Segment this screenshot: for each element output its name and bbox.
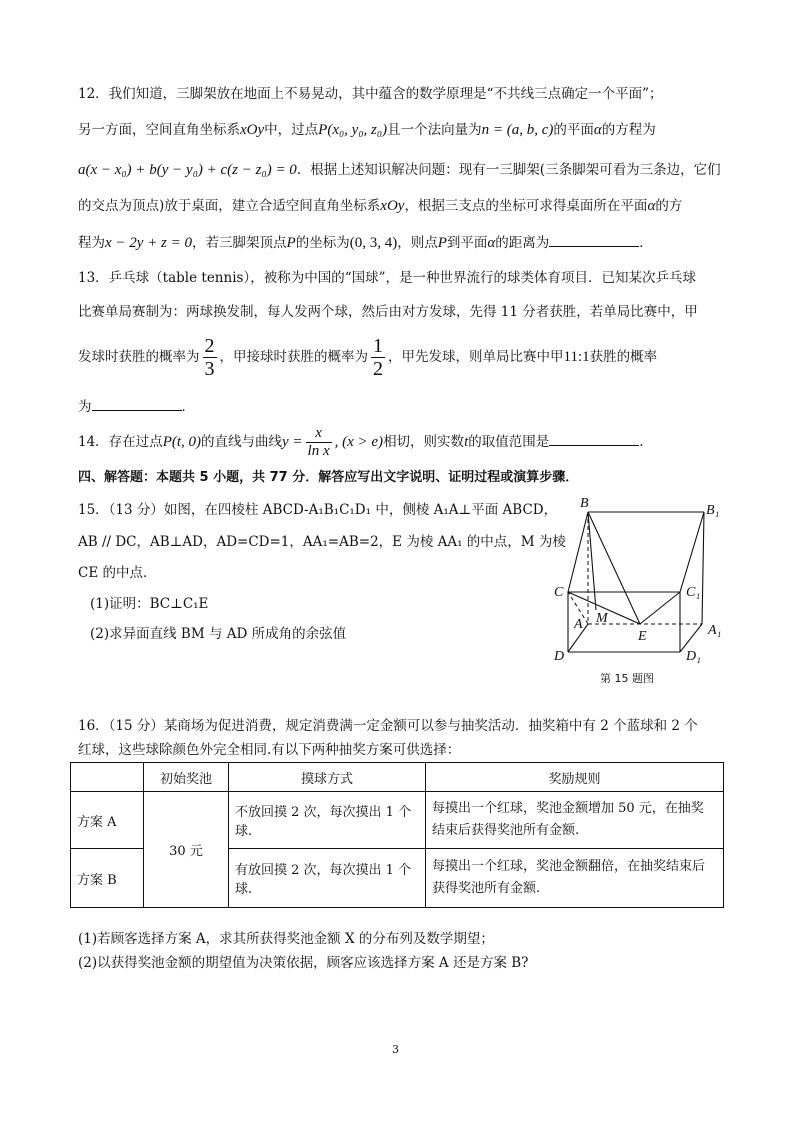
answer-blank-12[interactable]: [549, 232, 639, 247]
q15-part2: (2)求异面直线 BM 与 AD 所成角的余弦值: [90, 626, 347, 642]
label-b: B: [580, 496, 589, 511]
q16-part2: (2)以获得奖池金额的期望值为决策依据，顾客应该选择方案 A 还是方案 B?: [78, 955, 529, 971]
math-alpha: α: [593, 122, 602, 138]
label-e: E: [638, 629, 647, 644]
numerator: x: [306, 425, 332, 443]
math-normal-vector: n = (a, b, c): [481, 122, 554, 138]
math-score: 11:1: [563, 349, 590, 365]
q16-line1: [78, 716, 698, 736]
q15-line1: [78, 500, 557, 520]
label-a1: A₁: [708, 623, 722, 638]
math-coord: (0, 3, 4): [349, 235, 398, 251]
section-heading: 四、解答题：本题共 5 小题，共 77 分．解答应写出文字说明、证明过程或演算步骤．: [78, 470, 579, 485]
denominator: 2: [373, 358, 383, 380]
table-row: [71, 763, 724, 792]
edge-d1a1: [680, 624, 702, 652]
q12-line2: [78, 120, 656, 140]
fraction-1-2: [371, 335, 385, 380]
q14-text: 的直线与曲线: [201, 434, 283, 450]
answer-blank-13[interactable]: [92, 396, 182, 411]
fraction-x-lnx: [306, 425, 332, 460]
q12-text: ，则点: [397, 235, 438, 251]
edge-b1a1: [702, 512, 704, 624]
scheme-table: [70, 762, 724, 908]
rule-text: 每摸出一个红球，奖池金额增加 50 元，在抽奖: [432, 801, 704, 816]
q14-text: 14．存在过点: [78, 434, 163, 450]
q13-text: 比赛单局赛制为：两球换发制，每人发两个球，然后由对方发球，先得 11 分者获胜，若单局比赛中，甲: [78, 304, 698, 320]
label-b1: B₁: [706, 503, 720, 518]
q12-text: ．根据上述知识解决问题：现有一三脚架(三条脚架可看为三条边，它们: [296, 162, 721, 178]
math-plane-equation: a(x − x₀) + b(y − y₀) + c(z − z₀) = 0: [78, 162, 297, 178]
q12-text: 另一方面，空间直角坐标系: [78, 122, 240, 138]
q16-text: 红球，这些球除颜色外完全相同.有以下两种抽奖方案可供选择：: [78, 742, 461, 758]
math-t: t: [464, 434, 469, 450]
scheme-name: 方案 B: [71, 849, 144, 908]
q12-line3: [78, 160, 721, 180]
q14-line: [78, 422, 653, 462]
q12-text: 中，过点: [264, 122, 319, 138]
numerator: 1: [373, 335, 383, 357]
q13-line4: [78, 396, 195, 417]
label-d1: D₁: [686, 649, 701, 664]
q12-text: 的坐标为: [295, 235, 350, 251]
page-number: 3: [392, 1043, 399, 1056]
q15-text: CE 的中点．: [78, 565, 157, 581]
rule-text: 每摸出一个红球，奖池金额翻倍，在抽奖结束后: [432, 859, 706, 874]
table-header: 奖励规则: [426, 763, 724, 792]
rule-text: 结束后获得奖池所有金额.: [432, 823, 580, 838]
math-alpha: α: [487, 235, 496, 251]
edge-b1c1: [680, 512, 704, 592]
q14-text: 的取值范围是: [468, 434, 550, 450]
scheme-name: 方案 A: [71, 792, 144, 849]
label-c1: C₁: [686, 585, 701, 600]
q16-part1: (1)若顾客选择方案 A，求其所获得奖池金额 X 的分布列及数学期望；: [78, 931, 494, 947]
draw-method: 不放回摸 2 次，每次摸出 1 个球.: [229, 792, 426, 849]
fraction-2-3: [203, 335, 217, 380]
q15-line2: [78, 532, 566, 552]
edge-bc: [568, 512, 588, 592]
q12-text: 的距离为: [495, 235, 550, 251]
math-alpha: α: [647, 198, 656, 214]
numerator: 2: [204, 335, 215, 357]
math-xoy: xOy: [380, 198, 405, 214]
q14-text: 相切，则实数: [383, 434, 465, 450]
q12-line5: [78, 232, 653, 253]
label-d: D: [554, 649, 565, 664]
draw-method: 有放回摸 2 次，每次摸出 1 个球.: [229, 849, 426, 908]
math-point-pt: P(t, 0): [162, 434, 202, 450]
initial-pool: 30 元: [144, 792, 229, 908]
label-m: M: [596, 611, 608, 626]
q12-text: ，若三脚架顶点: [192, 235, 287, 251]
seg-c1e: [640, 592, 680, 624]
math-condition: , (x > e): [334, 434, 384, 450]
q13-line3: [78, 333, 657, 381]
q15-text: 15．（13 分）如图，在四棱柱 ABCD-A₁B₁C₁D₁ 中，侧棱 A₁A⊥平面 ABCD，: [78, 502, 558, 518]
table-header: 摸球方式: [229, 763, 426, 792]
math-plane: x − 2y + z = 0: [105, 235, 193, 251]
q15-line3: [78, 563, 156, 583]
denominator: ln x: [307, 443, 330, 459]
q13-line1: [78, 268, 696, 288]
math-point-p0: P(x₀, y₀, z₀): [318, 122, 388, 138]
prism-figure: [548, 492, 738, 692]
reward-rule: [426, 792, 724, 849]
q12-text: 的交点为顶点)放于桌面，建立合适空间直角坐标系: [78, 198, 381, 214]
label-c: C: [554, 585, 564, 600]
q13-line2: [78, 302, 698, 322]
label-a: A: [574, 617, 583, 632]
denominator: 3: [204, 358, 215, 380]
answer-blank-14[interactable]: [549, 431, 639, 446]
q12-text: 的平面: [553, 122, 594, 138]
q12-line1: [78, 84, 662, 104]
q15-text: AB // DC，AB⊥AD，AD=CD=1，AA₁=AB=2，E 为棱 AA₁ 的中点，M 为棱: [78, 534, 566, 550]
q13-text: ，甲先发球，则单局比赛中甲: [388, 349, 564, 365]
q13-text: 13．乒乓球（table tennis），被称为中国的“国球”，是一种世界流行的球类体育项目．已知某次乒乓球: [78, 270, 696, 286]
q13-text: 获胜的概率: [589, 349, 658, 365]
q16-text: 16．（15 分）某商场为促进消费，规定消费满一定金额可以参与抽奖活动．抽奖箱中有 2 个蓝球和 2 个: [78, 718, 698, 734]
q12-text: 程为: [78, 235, 105, 251]
q14-text: ．: [639, 434, 653, 450]
q15-part1: (1)证明：BC⊥C₁E: [90, 596, 209, 612]
math-p: P: [286, 235, 296, 251]
table-cell: [71, 763, 144, 792]
reward-rule: [426, 849, 724, 908]
q12-text: 到平面: [446, 235, 488, 251]
q13-text: ，甲接球时获胜的概率为: [219, 349, 368, 365]
table-header: 初始奖池: [144, 763, 229, 792]
q12-text: 12．我们知道，三脚架放在地面上不易晃动，其中蕴含的数学原理是“不共线三点确定一个平面”；: [78, 86, 663, 102]
q13-text: 发球时获胜的概率为: [78, 349, 200, 365]
math-y: y =: [282, 434, 303, 450]
q13-text: ．: [181, 399, 195, 415]
q12-text: 且一个法向量为: [387, 122, 482, 138]
math-p: P: [437, 235, 447, 251]
q12-line4: [78, 196, 682, 216]
q12-text: ，根据三支点的坐标可求得桌面所在平面: [404, 198, 648, 214]
figure-caption: 第 15 题图: [600, 672, 654, 685]
math-xoy: xOy: [240, 122, 265, 138]
q16-line2: [78, 740, 460, 760]
q13-text: 为: [78, 399, 92, 415]
rule-text: 获得奖池所有金额.: [432, 881, 541, 896]
q12-text: ．: [639, 235, 653, 251]
q12-text: 的方程为: [601, 122, 656, 138]
q12-text: 的方: [655, 198, 683, 214]
table-row: [71, 792, 724, 849]
